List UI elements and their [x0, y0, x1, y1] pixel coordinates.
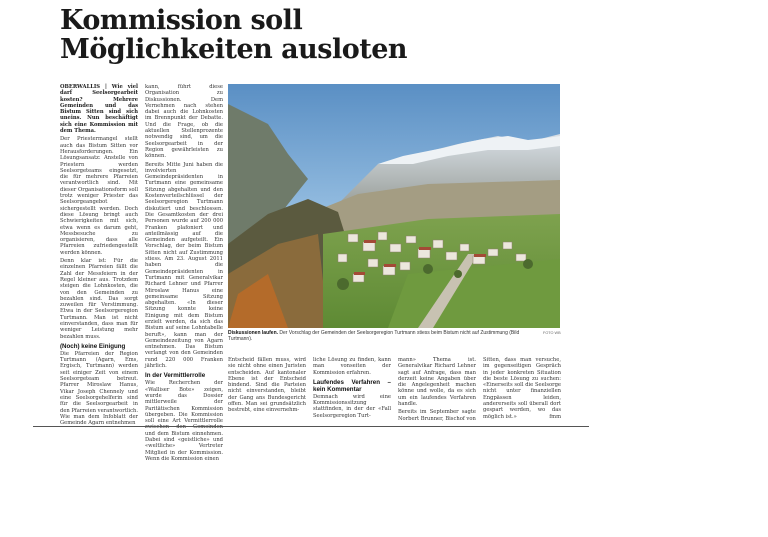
body-paragraph: liche Lösung zu finden, kann man vonseiten der Kommission erfahren. [313, 357, 391, 376]
article-column-5 [398, 357, 476, 424]
body-paragraph: Die Pfarreien der Region Turtmann (Agarn, Ems, Ergisch, Turtmann) werden seit einiger Zeit von einem Seelsorgeteam betreut. Pfarrer Miroslaw Hanus, Vikar Joseph Chennely und eine Seelsorgehelferin sind für die Seelsorgearbeit in den Pfarreien verantwortlich. Wie man dem Infoblatt der Gemeinde Agarn entnehmen [60, 350, 138, 427]
body-paragraph: Wie Recherchen der «Walliser Bote» zeigen, wurde das Dossier mittlerweile der Paritätischen Kommission übergeben. Die Kommission soll eine Art Vermittlerrolle zwischen den Gemeinden und dem Bistum einnehmen. Dabei sind «geistliche» und «weltliche» Vertreter Mitglied in der Kommission. Wenn die Kommission einen [145, 380, 223, 462]
article-column-2 [145, 84, 223, 464]
body-paragraph: Entscheid fällen muss, wird sie nicht ohne einen Juristen entscheiden. Auf kantonaler Ebene ist der Entscheid bindend. Sind die Parteien nicht einverstanden, bleibt der Gang ans Bundesgericht offen. Man sei grundsätzlich bestrebt, eine einvernehm- [228, 357, 306, 414]
photo-credit: FOTO WB [543, 331, 561, 335]
body-paragraph: Demnach wird eine Kommissionssitzung stattfinden, in der der «Fall Seelsorgeregion Turt- [313, 393, 391, 419]
headline [60, 6, 407, 64]
valley-landscape-image [228, 84, 560, 328]
article-column-4 [313, 357, 391, 421]
subheading: (Noch) keine Einigung [60, 342, 126, 350]
body-paragraph: kann, führt diese Organisation zu Diskussionen. Dem Vernehmen nach stehen dabei auch die Lohnkosten im Brennpunkt der Debatte. Und die Frage, ob die aktuellen Stellenprozente notwendig sind, um die Seelsorgearbeit in der Region gewährleisten zu können. [145, 84, 223, 160]
author-tag: fmm [549, 413, 561, 420]
lead-text: Wie viel darf Seelsorgearbeit kosten? Mehrere Gemeinden und das Bistum Sitten sind sich uneins. Nun beschäftigt sich eine Kommission mit dem Thema. [60, 84, 138, 135]
bottom-rule [33, 426, 589, 427]
article-column-6 [483, 357, 561, 422]
body-paragraph: Bereits im September sagte Norbert Brunner, Bischof von [398, 409, 476, 422]
article-column-3 [228, 357, 306, 416]
headline-line-2: Möglichkeiten ausloten [60, 34, 408, 65]
body-paragraph: Der Priestermangel stellt auch das Bistum Sitten vor Herausforderungen. Ein Lösungsansatz: Anstelle von Priestern werden Seelsorgeteams eingesetzt, die für mehrere Pfarreien verantwortlich sind. Mit dieser Organisationsform soll trotz weniger Priester das Seelsorgeangebot sichergestellt werden. Doch diese Lösung bringt auch Schwierigkeiten mit sich, etwa wenn es darum geht, Messbesuche zu organisieren, dass alle Pfarreien zufriedengestellt werden können. [60, 136, 138, 256]
caption-text: Der Vorschlag der Gemeinden der Seelsorgeregion Turtmann stiess beim Bistum nicht auf Zustimmung (Bild Turtmann). [228, 330, 520, 343]
body-paragraph [483, 357, 561, 420]
caption-title: Diskussionen laufen. [228, 330, 279, 336]
lead-paragraph [60, 84, 138, 134]
article-column-1 [60, 84, 138, 428]
body-paragraph: Bereits Mitte Juni haben die involvierten Gemeindepräsidenten in Turtmann eine gemeinsame Sitzung abgehalten und den Kostenverteilschlüssel der Seelsorgeregion Turtmann diskutiert und beschlossen. Die Gesamtkosten der drei Personen wurde auf 200 000 Franken plafoniert und anteilmässig auf die Gemeinden aufgeteilt. Ein Vorschlag, der beim Bistum Sitten nicht auf Zustimmung stiess. Am 23. August 2011 haben die Gemeindepräsidenten in Turtmann mit Generalvikar Richard Lehner und Pfarrer Miroslaw Hanus eine gemeinsame Sitzung abgehalten. «In dieser Sitzung konnte keine Einigung mit dem Bistum erzielt werden, da sich das Bistum auf seine Lohntabelle beruft», kann man der Gemeindezeitung von Agarn entnehmen. Das Bistum verlangt von den Gemeinden rund 220 000 Franken jährlich. [145, 161, 223, 370]
headline-line-1: Kommission soll [60, 5, 303, 36]
kicker: OBERWALLIS | [60, 84, 107, 90]
body-text: Sitten, dass man versuche, im gegenseitigen Gespräch in jeder konkreten Situation die beste Lösung zu suchen: «Einerseits soll die Seelsorge nicht unter finanziellen Engpässen leiden, andererseits soll überall dort gespart werden, wo das möglich ist.» [483, 357, 561, 420]
village-photo [228, 84, 560, 328]
body-paragraph: mann» Thema ist. Generalvikar Richard Lehner sagt auf Anfrage, dass man derzeit keine Angaben über die Angelegenheit machen könne und wolle, da es sich um ein laufendes Verfahren handle. [398, 357, 476, 408]
body-paragraph: Denn klar ist: Für die einzelnen Pfarreien fällt die Zahl der Messfeiern in der Regel kleiner aus. Trotzdem steigen die Lohnkosten, die von den Gemeinden zu bezahlen sind. Das sorgt zuweilen für Verstimmung. Etwa in der Seelsorgeregion Turtmann. Man ist nicht einverstanden, dass man für weniger Leistung mehr bezahlen muss. [60, 258, 138, 340]
subheading: Laufendes Verfahren – kein Kommentar [313, 378, 391, 393]
subheading: In der Vermittlerrolle [145, 372, 206, 380]
photo-caption [228, 330, 538, 342]
